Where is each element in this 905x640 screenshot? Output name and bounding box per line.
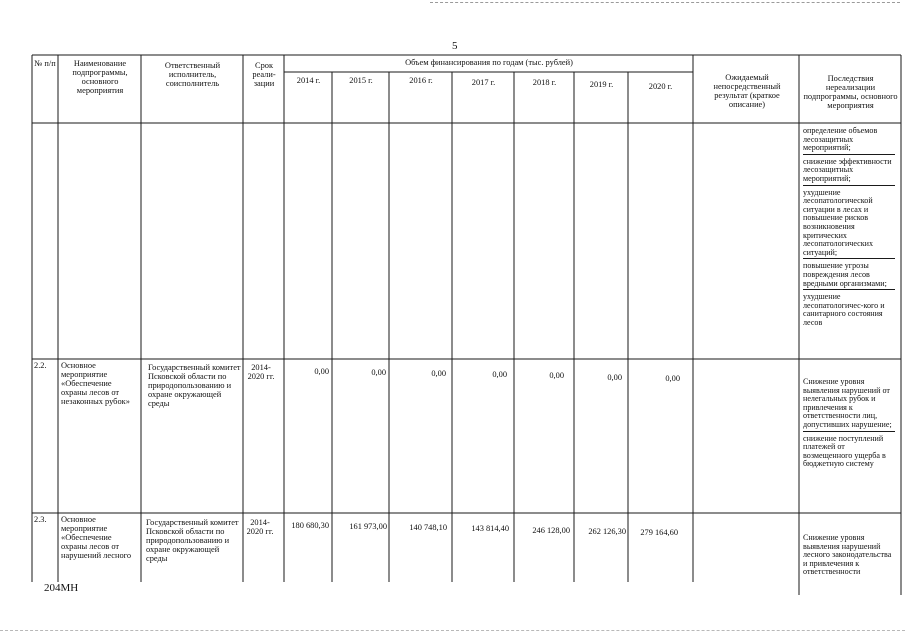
header-executor: Ответственный исполнитель, соисполнитель [164, 61, 221, 88]
consequence-item: определение объемов лесозащитных мероприятий; [803, 127, 895, 155]
consequence-item: Снижение уровня выявления нарушений лесного законодательства и привлечения к ответственности [803, 533, 892, 577]
footer-code: 204МН [44, 582, 79, 594]
header-result: Ожидаемый непосредственный результат (краткое описание) [713, 73, 781, 109]
row-2-3-value-2015: 161 973,00 [349, 522, 387, 531]
row-2-2-value-2020: 0,00 [665, 374, 680, 383]
row-2-2-value-2018: 0,00 [549, 371, 564, 380]
row-2-2-term: 2014-2020 гг. [247, 363, 275, 381]
consequence-item: снижение поступлений платежей от возмещенного ущерба в бюджетную систему [803, 433, 886, 469]
row-2-3-value-2019: 262 126,30 [588, 527, 626, 536]
header-year-2015: 2015 г. [349, 76, 373, 85]
row-2-3-value-2018: 246 128,00 [532, 526, 570, 535]
row-2-3-value-2016: 140 748,10 [409, 523, 447, 532]
row-2-2-value-2017: 0,00 [492, 370, 507, 379]
row-2-2-value-2016: 0,00 [431, 369, 446, 378]
row-2-3-consequences [803, 534, 895, 581]
scan-edge-bottom [0, 630, 905, 631]
header-year-2014: 2014 г. [296, 76, 321, 85]
continuation-consequences [803, 127, 895, 331]
header-term: Срок реали-зации [252, 61, 276, 88]
row-2-3-num: 2.3. [34, 515, 47, 524]
row-2-2-executor: Государственный комитет Псковской области по природопользованию и охране окружающей среды [148, 363, 241, 408]
header-num: № п/п [34, 59, 56, 68]
row-2-2-consequences [803, 378, 895, 473]
header-consequences: Последствия нереализации подпрограммы, основного мероприятия [803, 74, 898, 110]
header-financing: Объем финансирования по годам (тыс. рублей) [405, 58, 573, 67]
consequence-item: ухудшение лесопатологической ситуации в лесах и повышение рисков возникновения критических лесопатологических ситуаций; [803, 189, 895, 260]
row-2-2-name: Основное мероприятие «Обеспечение охраны лесов от незаконных рубок» [61, 361, 130, 406]
row-2-3-value-2017: 143 814,40 [471, 524, 509, 533]
row-2-2-value-2014: 0,00 [314, 367, 329, 376]
header-year-2019: 2019 г. [589, 80, 614, 89]
consequence-item: снижение эффективности лесозащитных мероприятий; [803, 158, 895, 186]
header-year-2018: 2018 г. [532, 78, 557, 87]
page-number: 5 [452, 40, 458, 52]
row-2-2-value-2019: 0,00 [607, 373, 622, 382]
row-2-3-value-2020: 279 164,60 [640, 528, 678, 537]
row-2-3-name: Основное мероприятие «Обеспечение охраны лесов от нарушений лесного [61, 516, 132, 560]
row-2-2-num: 2.2. [34, 361, 47, 370]
consequence-item: Снижение уровня выявления нарушений от нелегальных рубок и привлечения к ответственности лиц, допустивших нарушение; [803, 378, 895, 432]
consequence-item: повышение угрозы повреждения лесов вредными организмами; [803, 262, 895, 290]
row-2-2-value-2015: 0,00 [371, 368, 386, 377]
header-year-2017: 2017 г. [471, 78, 496, 87]
header-year-2016: 2016 г. [409, 76, 433, 85]
header-year-2020: 2020 г. [648, 82, 673, 91]
header-name: Наименование подпрограммы, основного мероприятия [72, 59, 128, 95]
row-2-3-term: 2014-2020 гг. [246, 518, 274, 536]
row-2-3-executor: Государственный комитет Псковской области по природопользованию и охране окружающей среды [146, 519, 239, 563]
row-2-3-value-2014: 180 680,30 [291, 521, 329, 530]
consequence-item: ухудшение лесопатологичес-кого и санитарного состояния лесов [803, 292, 885, 327]
